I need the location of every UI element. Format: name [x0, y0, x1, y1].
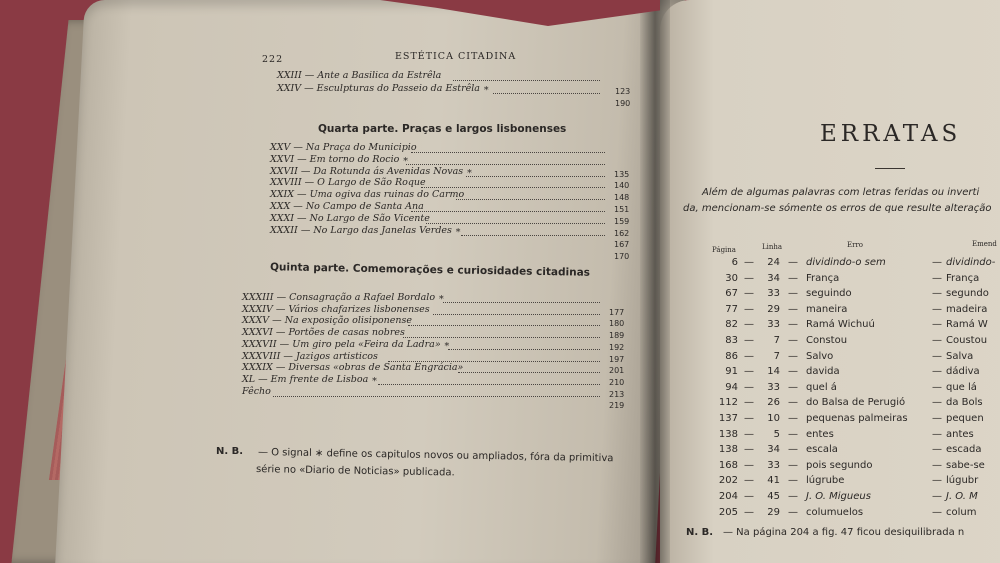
row-dash: — — [932, 288, 942, 300]
running-head: ESTÉTICA CITADINA — [395, 51, 517, 62]
row-dash: — — [788, 350, 798, 362]
row-dash: — — [788, 459, 798, 471]
leader-dots — [273, 396, 600, 397]
errata-cell-linha: 7 — [773, 335, 780, 346]
row-dash: — — [744, 319, 754, 331]
toc-entry-page: 151 — [614, 205, 630, 214]
col-header-pagina: Página — [712, 246, 736, 254]
errata-cell-pagina: 6 — [731, 257, 738, 268]
toc-entry-label: XXXV — Na exposição olisiponense — [242, 315, 412, 327]
errata-cell-pagina: 67 — [725, 288, 738, 300]
toc-entry-page: 148 — [614, 193, 630, 203]
leader-dots — [448, 349, 600, 350]
errata-cell-linha: 10 — [767, 413, 780, 424]
errata-cell-pagina: 168 — [718, 459, 738, 471]
errata-cell-pagina: 112 — [718, 397, 738, 409]
errata-cell-pagina: 138 — [718, 444, 738, 456]
row-dash: — — [788, 381, 798, 393]
toc-entry-label: XXXVI — Portões de casas nobres — [242, 327, 405, 339]
row-dash: — — [744, 475, 754, 487]
toc-entry-page: 210 — [609, 377, 625, 387]
toc-entry-page: 201 — [609, 366, 625, 376]
row-dash: — — [932, 459, 942, 471]
errata-cell-emenda: J. O. M — [946, 491, 978, 502]
errata-cell-emenda: antes — [946, 428, 974, 440]
errata-cell-emenda: Salva — [946, 350, 974, 362]
row-dash: — — [932, 475, 942, 487]
errata-cell-linha: 14 — [767, 366, 780, 378]
errata-cell-erro: pois segundo — [806, 459, 873, 471]
errata-cell-erro: quel á — [806, 381, 837, 393]
toc-entry-label: XXV — Na Praça do Municipio — [270, 142, 417, 153]
errata-cell-erro: entes — [806, 428, 834, 440]
errata-cell-emenda: dividindo- — [946, 257, 996, 268]
toc-entry-label: XXIX — Uma ogiva das ruinas do Carmo — [270, 189, 465, 201]
errata-cell-linha: 26 — [767, 397, 780, 409]
toc-entry-page: 167 — [614, 240, 630, 250]
leader-dots — [466, 176, 605, 177]
toc-entry-page: 177 — [609, 307, 625, 317]
row-dash: — — [744, 413, 754, 424]
errata-intro-2: da, mencionam-se sómente os erros de que resulte alteração — [683, 203, 992, 214]
right-nb-text: — Na página 204 a fig. 47 ficou desiquilibrada n — [723, 527, 965, 538]
toc-entry-page: 197 — [609, 354, 625, 364]
errata-cell-emenda: escada — [946, 444, 982, 456]
row-dash: — — [744, 303, 754, 315]
toc-entry-label: XL — Em frente de Lisboa ∗ — [242, 373, 378, 385]
left-nb-label: N. B. — [216, 446, 244, 457]
row-dash: — — [744, 459, 754, 471]
toc-entry-label: XXVII — Da Rotunda ás Avenidas Novas ∗ — [270, 165, 473, 177]
errata-cell-emenda: pequen — [946, 413, 984, 424]
toc-entry-page: 140 — [614, 181, 630, 191]
errata-cell-emenda: França — [946, 272, 980, 284]
errata-cell-linha: 33 — [767, 288, 780, 300]
leader-dots — [433, 314, 600, 315]
errata-cell-pagina: 77 — [725, 303, 738, 315]
row-dash: — — [932, 366, 942, 378]
row-dash: — — [744, 397, 754, 409]
errata-cell-erro: pequenas palmeiras — [806, 413, 908, 424]
row-dash: — — [932, 350, 942, 362]
row-dash: — — [932, 413, 942, 424]
row-dash: — — [744, 444, 754, 456]
errata-cell-emenda: Ramá W — [946, 319, 988, 331]
errata-cell-erro: do Balsa de Perugió — [806, 397, 906, 409]
errata-cell-erro: dividindo-o sem — [806, 257, 886, 268]
row-dash: — — [788, 335, 798, 346]
row-dash: — — [744, 366, 754, 378]
errata-cell-emenda: dádiva — [946, 366, 980, 378]
toc-entry-label: XXXI — No Largo de São Vicente — [270, 212, 430, 224]
errata-cell-emenda: colum — [946, 506, 977, 518]
errata-cell-erro: escala — [806, 444, 838, 456]
errata-cell-pagina: 91 — [725, 366, 738, 378]
errata-cell-emenda: Coustou — [946, 335, 988, 346]
leader-dots — [408, 325, 600, 326]
row-dash: — — [932, 444, 942, 456]
toc-entry-page: 135 — [614, 169, 630, 179]
toc-entry-label: XXX — No Campo de Santa Ana — [270, 201, 424, 212]
page-number: 222 — [262, 54, 284, 65]
toc-entry-label: XXXIII — Consagração a Rafael Bordalo ∗ — [242, 292, 445, 303]
errata-cell-emenda: sabe-se — [946, 459, 985, 471]
row-dash: — — [932, 381, 942, 393]
row-dash: — — [932, 491, 942, 502]
toc-entry-label: XXXIV — Vários chafarizes lisbonenses — [242, 303, 430, 315]
errata-cell-pagina: 202 — [718, 475, 738, 487]
errata-cell-emenda: lúgubr — [946, 475, 979, 487]
leader-dots — [493, 93, 600, 94]
row-dash: — — [744, 257, 754, 268]
toc-entry-page: 192 — [609, 342, 625, 352]
errata-cell-erro: davida — [806, 366, 840, 378]
leader-dots — [456, 199, 605, 200]
row-dash: — — [788, 272, 798, 284]
errata-cell-erro: columuelos — [806, 506, 864, 518]
toc-entry-label: XXVIII — O Largo de São Roque — [270, 177, 426, 189]
section5-title: Quinta parte. Comemorações e curiosidades citadinas — [269, 261, 591, 279]
toc-entry-page: 123 — [615, 86, 631, 96]
row-dash: — — [788, 428, 798, 440]
errata-cell-emenda: da Bols — [946, 397, 983, 409]
errata-cell-erro: Constou — [806, 335, 848, 346]
leader-dots — [453, 80, 600, 81]
toc-entry-label: XXIII — Ante a Basilica da Estrêla — [277, 70, 442, 81]
errata-cell-erro: lúgrube — [806, 475, 845, 487]
row-dash: — — [788, 397, 798, 409]
leader-dots — [461, 235, 605, 236]
row-dash: — — [788, 366, 798, 378]
col-header-emenda: Emend — [972, 240, 997, 248]
row-dash: — — [932, 428, 942, 440]
toc-entry-page: 162 — [614, 228, 630, 238]
errata-cell-linha: 33 — [767, 319, 780, 331]
errata-cell-erro: França — [806, 272, 840, 284]
row-dash: — — [932, 272, 942, 284]
toc-entry-page: 219 — [609, 401, 625, 411]
left-nb-line2: série no «Diario de Noticias» publicada. — [255, 464, 455, 479]
leader-dots — [378, 384, 600, 385]
row-dash: — — [788, 506, 798, 518]
errata-cell-erro: Ramá Wichuú — [806, 319, 875, 331]
leader-dots — [458, 372, 600, 373]
row-dash: — — [744, 428, 754, 440]
row-dash: — — [932, 319, 942, 331]
toc-entry-page: 180 — [609, 319, 625, 329]
row-dash: — — [744, 381, 754, 393]
row-dash: — — [788, 303, 798, 315]
errata-cell-erro: J. O. Migueus — [806, 491, 871, 502]
errata-cell-linha: 29 — [767, 506, 780, 518]
toc-entry-label: XXXIX — Diversas «obras de Santa Engrácia» — [242, 362, 464, 374]
errata-cell-linha: 29 — [767, 303, 780, 315]
errata-cell-linha: 41 — [767, 475, 780, 487]
errata-intro-1: Além de algumas palavras com letras feridas ou inverti — [702, 187, 980, 198]
toc-entry-label: XXXVII — Um giro pela «Feira da Ladra» ∗ — [242, 338, 451, 350]
row-dash: — — [932, 257, 942, 268]
errata-cell-linha: 24 — [767, 257, 780, 268]
toc-entry-page: 189 — [609, 331, 625, 341]
toc-entry-label: XXIV — Esculpturas do Passeio da Estrêla ∗ — [277, 82, 490, 94]
errata-cell-linha: 34 — [767, 444, 780, 456]
errata-cell-erro: Salvo — [806, 350, 834, 362]
row-dash: — — [744, 272, 754, 284]
col-header-erro: Erro — [847, 241, 864, 249]
errata-cell-emenda: que lá — [946, 381, 977, 393]
toc-entry-label: XXVI — Em torno do Rocio ∗ — [270, 153, 409, 165]
col-header-linha: Linha — [762, 243, 783, 251]
book-gutter — [640, 0, 670, 563]
row-dash: — — [932, 303, 942, 315]
row-dash: — — [788, 288, 798, 300]
leader-dots — [443, 302, 600, 303]
errata-cell-erro: seguindo — [806, 288, 852, 300]
errata-cell-linha: 33 — [767, 459, 780, 471]
toc-entry-page: 190 — [615, 99, 631, 108]
row-dash: — — [788, 257, 798, 268]
toc-entry-page: 170 — [614, 252, 630, 262]
errata-cell-linha: 34 — [767, 272, 780, 284]
errata-cell-pagina: 83 — [725, 335, 738, 346]
row-dash: — — [788, 413, 798, 424]
errata-cell-linha: 7 — [773, 350, 780, 362]
row-dash: — — [932, 335, 942, 346]
errata-cell-emenda: segundo — [946, 288, 989, 300]
errata-cell-erro: maneira — [806, 303, 848, 315]
toc-entry-label: Fêcho — [242, 385, 271, 397]
row-dash: — — [744, 335, 754, 346]
errata-cell-linha: 45 — [767, 491, 780, 502]
row-dash: — — [788, 444, 798, 456]
row-dash: — — [932, 506, 942, 518]
errata-cell-pagina: 86 — [725, 350, 738, 362]
errata-cell-linha: 5 — [773, 428, 780, 440]
row-dash: — — [788, 319, 798, 331]
row-dash: — — [932, 397, 942, 409]
row-dash: — — [788, 475, 798, 487]
row-dash: — — [744, 350, 754, 362]
errata-cell-pagina: 82 — [725, 319, 738, 331]
errata-cell-pagina: 30 — [725, 272, 738, 284]
title-rule — [875, 168, 905, 169]
errata-cell-pagina: 138 — [718, 428, 738, 440]
errata-title: ERRATAS — [820, 121, 962, 147]
row-dash: — — [744, 491, 754, 502]
errata-cell-pagina: 94 — [725, 381, 738, 393]
row-dash: — — [788, 491, 798, 502]
left-nb-line1: — O signal ∗ define os capitulos novos ou ampliados, fóra da primitiva — [257, 447, 614, 465]
toc-entry-page: 159 — [614, 216, 630, 226]
row-dash: — — [744, 506, 754, 518]
errata-cell-pagina: 137 — [718, 413, 738, 424]
toc-entry-page: 213 — [609, 389, 625, 399]
row-dash: — — [744, 288, 754, 300]
errata-cell-emenda: madeira — [946, 303, 988, 315]
right-nb-label: N. B. — [686, 527, 714, 538]
toc-entry-label: XXXVIII — Jazigos artisticos — [242, 350, 378, 362]
errata-cell-pagina: 205 — [718, 506, 738, 518]
section4-title: Quarta parte. Praças e largos lisbonenses — [318, 123, 567, 135]
leader-dots — [411, 152, 605, 153]
errata-cell-linha: 33 — [767, 381, 780, 393]
toc-entry-label: XXXII — No Largo das Janelas Verdes ∗ — [270, 224, 462, 236]
errata-cell-pagina: 204 — [718, 491, 738, 502]
leader-dots — [411, 211, 605, 212]
